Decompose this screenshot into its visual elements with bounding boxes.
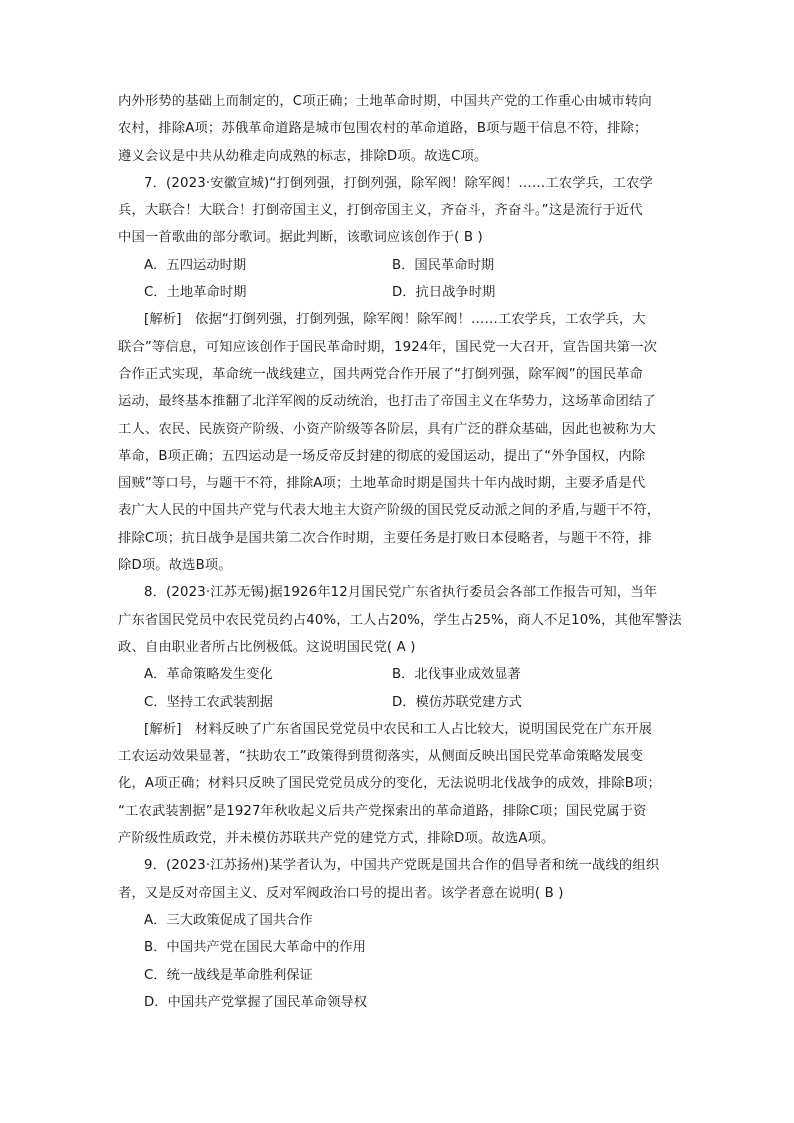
q8-stem-line: 8．(2023·江苏无锡)据1926年12月国民党广东省执行委员会各部工作报告可知，当年 bbox=[144, 585, 658, 601]
q7-option-d: D．抗日战争时期 bbox=[392, 285, 496, 301]
q7-stem-line: 兵，大联合！大联合！打倒帝国主义，打倒帝国主义，齐奋斗，齐奋斗。”这是流行于近代 bbox=[118, 203, 643, 219]
q7-analysis-line: 工人、农民、民族资产阶级、小资产阶级等各阶层，具有广泛的群众基础，因此也被称为大 bbox=[118, 421, 656, 437]
q8-stem-line: 广东省国民党员中农民党员约占40%，工人占20%，学生占25%，商人不足10%，其他军警法 bbox=[118, 612, 682, 628]
q8-options-row bbox=[118, 661, 684, 688]
q7-analysis-line: 排除C项；抗日战争是国共第二次合作时期，主要任务是打败日本侵略者，与题干不符，排 bbox=[118, 530, 652, 546]
intro-line: 内外形势的基础上而制定的，C项正确；土地革命时期，中国共产党的工作重心由城市转向 bbox=[118, 94, 652, 109]
q7-analysis-line: 革命，B项正确；五四运动是一场反帝反封建的彻底的爱国运动，提出了“外争国权，内除 bbox=[118, 448, 646, 464]
q7-option-b: B．国民革命时期 bbox=[392, 257, 495, 273]
q7-option-c: C．土地革命时期 bbox=[144, 285, 247, 301]
intro-line: 农村，排除A项；苏俄革命道路是城市包围农村的革命道路，B项与题干信息不符，排除； bbox=[118, 121, 648, 137]
q7-analysis-line: 国贼”等口号，与题干不符，排除A项；土地革命时期是国共十年内战时期，主要矛盾是代 bbox=[118, 476, 646, 492]
q7-stem-line: 中国一首歌曲的部分歌词。据此判断，该歌词应该创作于( B ) bbox=[118, 230, 483, 246]
q7-analysis-line: 运动，最终基本推翻了北洋军阀的反动统治，也打击了帝国主义在华势力，这场革命团结了 bbox=[118, 394, 656, 410]
q8-analysis-line: 化，A项正确；材料只反映了国民党党员成分的变化，无法说明北伐战争的成效，排除B项； bbox=[118, 776, 661, 792]
q7-options-row bbox=[118, 252, 684, 279]
q8-analysis-line: “工农武装割据”是1927年秋收起义后共产党探索出的革命道路，排除C项；国民党属于资 bbox=[118, 803, 647, 819]
q8-option-c: C．坚持工农武装割据 bbox=[144, 694, 273, 710]
q8-analysis-line: [解析] 材料反映了广东省国民党党员中农民和工人占比较大，说明国民党在广东开展 bbox=[144, 721, 653, 737]
q7-stem-line: 7．(2023·安徽宣城)“打倒列强，打倒列强，除军阀！除军阀！……工农学兵，工农学 bbox=[144, 175, 653, 191]
q7-option-a: A．五四运动时期 bbox=[144, 257, 247, 273]
q8-options-row bbox=[118, 689, 684, 716]
q7-analysis-line: 表广大人民的中国共产党与代表大地主大资产阶级的国民党反动派之间的矛盾,与题干不符， bbox=[118, 503, 661, 519]
q7-analysis-line: 除D项。故选B项。 bbox=[118, 558, 232, 574]
q8-option-d: D．模仿苏联党建方式 bbox=[392, 694, 522, 710]
q7-analysis-line: [解析] 依据“打倒列强，打倒列强，除军阀！除军阀！……工农学兵，工农学兵，大 bbox=[144, 312, 646, 328]
q8-analysis-line: 产阶级性质政党，并未模仿苏联共产党的建党方式，排除D项。故选A项。 bbox=[118, 831, 555, 847]
q8-analysis-line: 工农运动效果显著，“扶助农工”政策得到贯彻落实，从侧面反映出国民党革命策略发展变 bbox=[118, 749, 644, 765]
q9-stem-line: 者，又是反对帝国主义、反对军阀政治口号的提出者。该学者意在说明( B ) bbox=[118, 885, 564, 901]
q9-option-d: D．中国共产党掌握了国民革命领导权 bbox=[144, 994, 367, 1010]
page-content bbox=[118, 88, 684, 1016]
q9-option-c: C．统一战线是革命胜利保证 bbox=[144, 967, 313, 983]
q7-analysis-line: 联合”等信息，可知应该创作于国民革命时期，1924年，国民党一大召开，宣告国共第一次 bbox=[118, 339, 658, 355]
q8-option-b: B．北伐事业成效显著 bbox=[392, 667, 521, 683]
q9-option-a: A．三大政策促成了国共合作 bbox=[144, 912, 313, 928]
q9-stem-line: 9．(2023·江苏扬州)某学者认为，中国共产党既是国共合作的倡导者和统一战线的组织 bbox=[144, 858, 660, 874]
q9-option-b: B．中国共产党在国民大革命中的作用 bbox=[144, 940, 366, 956]
q7-options-row bbox=[118, 279, 684, 306]
q7-analysis-line: 合作正式实现，革命统一战线建立，国共两党合作开展了“打倒列强，除军阀”的国民革命 bbox=[118, 366, 644, 382]
intro-line: 遵义会议是中共从幼稚走向成熟的标志，排除D项。故选C项。 bbox=[118, 148, 488, 164]
q8-option-a: A．革命策略发生变化 bbox=[144, 667, 273, 683]
q8-stem-line: 政、自由职业者所占比例极低。这说明国民党( A ) bbox=[118, 639, 416, 655]
